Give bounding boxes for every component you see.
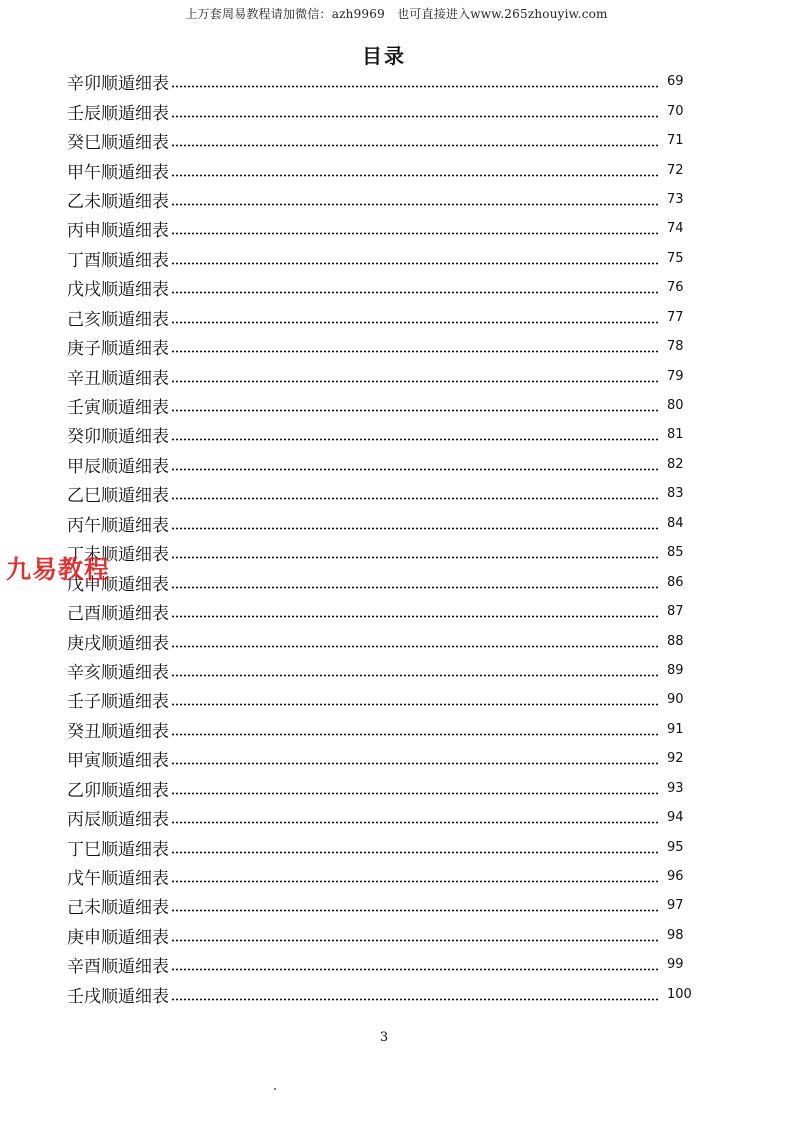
toc-leader-dots (171, 968, 659, 971)
toc-entry (67, 862, 697, 891)
toc-entry-label: 丙午顺遁细表 (67, 515, 169, 536)
toc-entry-page: 84 (667, 515, 684, 531)
toc-entry-label: 癸巳顺遁细表 (67, 133, 169, 154)
toc-leader-dots (171, 733, 659, 736)
toc-entry-page: 94 (667, 810, 684, 826)
toc-entry (67, 509, 697, 538)
toc-leader-dots (171, 115, 659, 118)
toc-leader-dots (171, 497, 659, 500)
toc-entry (67, 891, 697, 920)
toc-entry-page: 92 (667, 751, 684, 767)
toc-entry-page: 71 (667, 133, 684, 149)
toc-entry-label: 辛酉顺遁细表 (67, 957, 169, 978)
toc-leader-dots (171, 144, 659, 147)
toc-leader-dots (171, 645, 659, 648)
toc-entry (67, 567, 697, 596)
toc-entry-label: 丙辰顺遁细表 (67, 810, 169, 831)
toc-leader-dots (171, 321, 659, 324)
toc-entry (67, 67, 697, 96)
toc-entry-label: 辛卯顺遁细表 (67, 74, 169, 95)
toc-entry-page: 81 (667, 427, 684, 443)
toc-entry-label: 戊申顺遁细表 (67, 574, 169, 595)
toc-entry-page: 80 (667, 398, 684, 414)
toc-entry-page: 70 (667, 103, 684, 119)
toc-entry-page: 83 (667, 486, 684, 502)
toc-leader-dots (171, 939, 659, 942)
toc-entry (67, 420, 697, 449)
toc-entry (67, 950, 697, 979)
toc-entry (67, 303, 697, 332)
toc-entry-page: 99 (667, 957, 684, 973)
toc-list (67, 67, 697, 1009)
toc-entry-label: 甲寅顺遁细表 (67, 751, 169, 772)
toc-entry-label: 乙未顺遁细表 (67, 191, 169, 212)
toc-entry (67, 921, 697, 950)
toc-entry-label: 己未顺遁细表 (67, 898, 169, 919)
toc-leader-dots (171, 556, 659, 559)
toc-entry-page: 69 (667, 74, 684, 90)
toc-entry-page: 74 (667, 221, 684, 237)
toc-entry (67, 715, 697, 744)
toc-entry-page: 77 (667, 309, 684, 325)
toc-entry-page: 91 (667, 721, 684, 737)
toc-entry-label: 壬戌顺遁细表 (67, 986, 169, 1007)
toc-leader-dots (171, 703, 659, 706)
watermark: 九易教程 (6, 555, 111, 584)
toc-entry-label: 辛亥顺遁细表 (67, 662, 169, 683)
toc-leader-dots (171, 438, 659, 441)
toc-entry-page: 90 (667, 692, 684, 708)
toc-entry (67, 126, 697, 155)
toc-entry (67, 244, 697, 273)
toc-entry-page: 100 (667, 986, 692, 1002)
toc-entry (67, 832, 697, 861)
toc-entry-label: 壬寅顺遁细表 (67, 398, 169, 419)
toc-leader-dots (171, 762, 659, 765)
toc-entry (67, 391, 697, 420)
toc-entry-page: 96 (667, 869, 684, 885)
toc-entry-page: 72 (667, 162, 684, 178)
toc-entry-page: 88 (667, 633, 684, 649)
toc-entry-page: 73 (667, 191, 684, 207)
toc-entry (67, 626, 697, 655)
toc-entry-label: 癸丑顺遁细表 (67, 721, 169, 742)
toc-entry-page: 93 (667, 780, 684, 796)
toc-title: 目录 (362, 44, 406, 68)
toc-entry-page: 78 (667, 339, 684, 355)
toc-entry-label: 乙卯顺遁细表 (67, 780, 169, 801)
toc-entry-page: 98 (667, 927, 684, 943)
toc-entry-label: 甲辰顺遁细表 (67, 456, 169, 477)
toc-entry (67, 273, 697, 302)
toc-leader-dots (171, 998, 659, 1001)
toc-leader-dots (171, 380, 659, 383)
toc-leader-dots (171, 909, 659, 912)
toc-leader-dots (171, 527, 659, 530)
toc-entry (67, 332, 697, 361)
toc-entry (67, 450, 697, 479)
toc-leader-dots (171, 615, 659, 618)
header-note: 上万套周易教程请加微信：azh9969 也可直接进入www.265zhouyiw.com (185, 7, 608, 21)
toc-entry (67, 774, 697, 803)
toc-entry-page: 75 (667, 250, 684, 266)
toc-entry-page: 89 (667, 662, 684, 678)
toc-entry-label: 己酉顺遁细表 (67, 604, 169, 625)
toc-entry-label: 戊午顺遁细表 (67, 869, 169, 890)
toc-leader-dots (171, 821, 659, 824)
toc-entry-label: 癸卯顺遁细表 (67, 427, 169, 448)
toc-entry-label: 庚子顺遁细表 (67, 339, 169, 360)
toc-leader-dots (171, 409, 659, 412)
toc-entry (67, 214, 697, 243)
toc-entry-label: 甲午顺遁细表 (67, 162, 169, 183)
toc-entry (67, 185, 697, 214)
toc-entry (67, 538, 697, 567)
toc-entry-page: 85 (667, 545, 684, 561)
toc-leader-dots (171, 262, 659, 265)
toc-leader-dots (171, 85, 659, 88)
toc-leader-dots (171, 174, 659, 177)
toc-entry-label: 壬子顺遁细表 (67, 692, 169, 713)
scan-speck (274, 1088, 276, 1090)
page-number: 3 (379, 1030, 389, 1045)
toc-entry (67, 155, 697, 184)
toc-entry-page: 76 (667, 280, 684, 296)
toc-leader-dots (171, 468, 659, 471)
toc-entry (67, 685, 697, 714)
toc-entry-page: 95 (667, 839, 684, 855)
toc-entry-label: 庚戌顺遁细表 (67, 633, 169, 654)
toc-leader-dots (171, 586, 659, 589)
toc-entry-page: 79 (667, 368, 684, 384)
toc-entry-label: 乙巳顺遁细表 (67, 486, 169, 507)
toc-entry-page: 87 (667, 604, 684, 620)
toc-entry-label: 己亥顺遁细表 (67, 309, 169, 330)
toc-entry-page: 97 (667, 898, 684, 914)
toc-leader-dots (171, 792, 659, 795)
toc-entry (67, 744, 697, 773)
toc-entry-label: 丁未顺遁细表 (67, 545, 169, 566)
toc-entry-label: 壬辰顺遁细表 (67, 103, 169, 124)
toc-entry-label: 辛丑顺遁细表 (67, 368, 169, 389)
toc-entry-label: 丁巳顺遁细表 (67, 839, 169, 860)
toc-leader-dots (171, 350, 659, 353)
toc-entry (67, 361, 697, 390)
toc-leader-dots (171, 880, 659, 883)
toc-leader-dots (171, 674, 659, 677)
toc-leader-dots (171, 232, 659, 235)
toc-leader-dots (171, 291, 659, 294)
toc-entry-label: 庚申顺遁细表 (67, 927, 169, 948)
toc-entry-page: 86 (667, 574, 684, 590)
toc-entry (67, 803, 697, 832)
toc-entry (67, 980, 697, 1009)
toc-entry (67, 479, 697, 508)
toc-entry-page: 82 (667, 456, 684, 472)
toc-entry-label: 戊戌顺遁细表 (67, 280, 169, 301)
toc-entry-label: 丁酉顺遁细表 (67, 250, 169, 271)
toc-entry (67, 96, 697, 125)
toc-entry (67, 597, 697, 626)
toc-entry (67, 656, 697, 685)
toc-entry-label: 丙申顺遁细表 (67, 221, 169, 242)
toc-leader-dots (171, 851, 659, 854)
toc-leader-dots (171, 203, 659, 206)
